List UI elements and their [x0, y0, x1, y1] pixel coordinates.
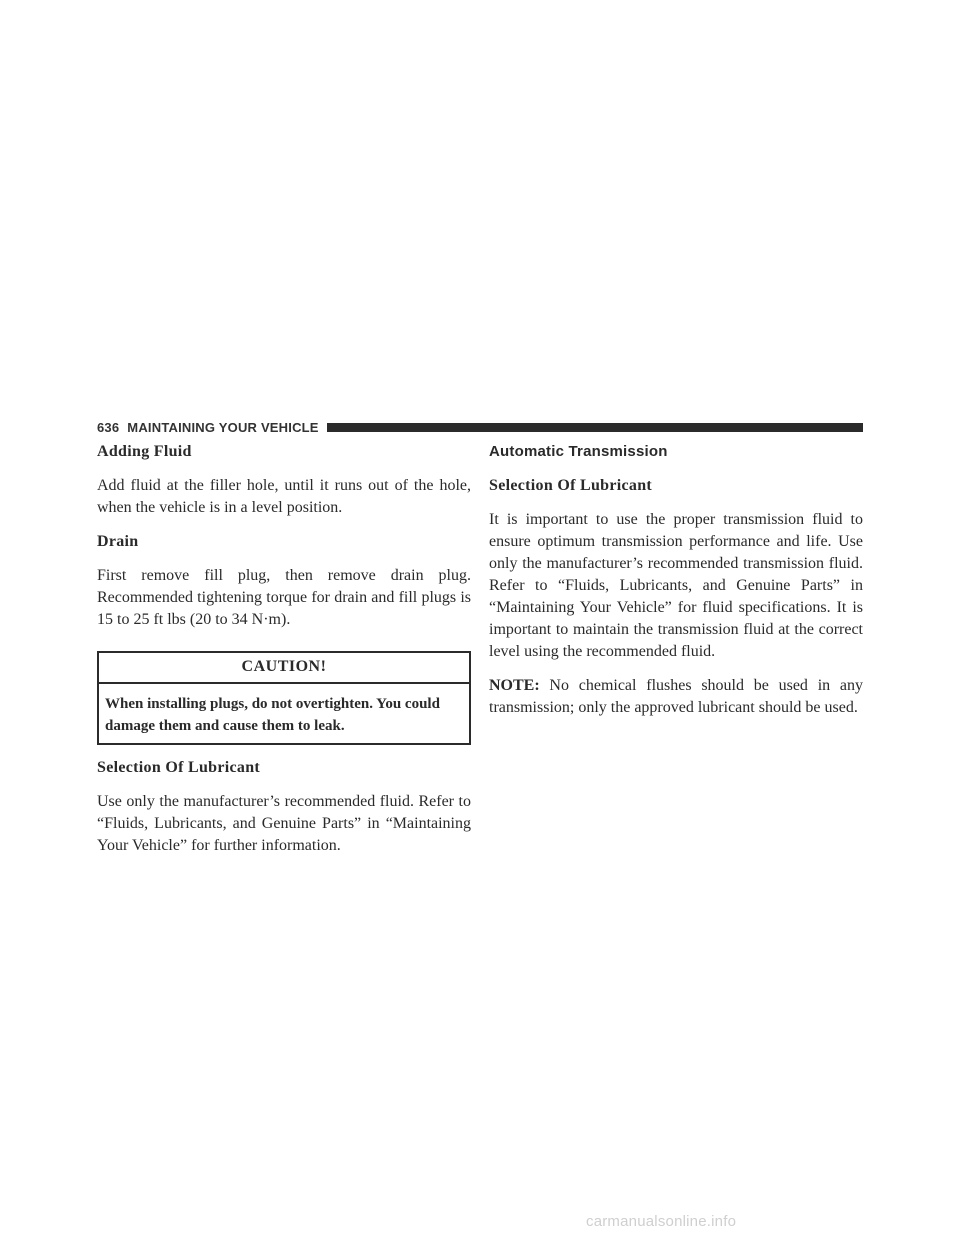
caution-box	[97, 651, 471, 745]
note-text: No chemical flushes should be used in any transmission; only the approved lubricant should be used.	[489, 677, 863, 716]
watermark: carmanualsonline.info	[586, 1213, 737, 1230]
page-header	[97, 418, 863, 436]
section-title: MAINTAINING YOUR VEHICLE	[127, 419, 319, 435]
caution-text: When installing plugs, do not overtighten. You could damage them and cause them to leak.	[105, 696, 440, 734]
lubricant-heading-right: Selection Of Lubricant	[489, 477, 653, 494]
lubricant-text-right: It is important to use the proper transmission fluid to ensure optimum transmission performance and life. Use only the manufacturer’s recommended transmission fluid. Refer to “Fluids, Lubricants, and Genuine Parts” in “Maintaining Your Vehicle” for fluid specifications. It is important to maintain the transmission fluid at the correct level using the recommended fluid.	[489, 511, 863, 660]
adding-fluid-text: Add fluid at the filler hole, until it runs out of the hole, when the vehicle is in a level position.	[97, 477, 471, 516]
right-column	[489, 441, 863, 731]
caution-title: CAUTION!	[99, 653, 469, 684]
page-number: 636	[97, 419, 120, 435]
note-label: NOTE:	[489, 677, 540, 694]
header-rule	[327, 423, 863, 432]
adding-fluid-heading: Adding Fluid	[97, 443, 192, 460]
left-column	[97, 441, 471, 869]
note-paragraph	[489, 675, 863, 719]
lubricant-heading-left: Selection Of Lubricant	[97, 759, 261, 776]
drain-text: First remove fill plug, then remove drain plug. Recommended tightening torque for drain and fill plugs is 15 to 25 ft lbs (20 to 34 N·m).	[97, 567, 471, 628]
drain-heading: Drain	[97, 533, 139, 550]
lubricant-text-left: Use only the manufacturer’s recommended fluid. Refer to “Fluids, Lubricants, and Genuine Parts” in “Maintaining Your Vehicle” for further information.	[97, 793, 471, 854]
automatic-transmission-heading: Automatic Transmission	[489, 443, 668, 460]
